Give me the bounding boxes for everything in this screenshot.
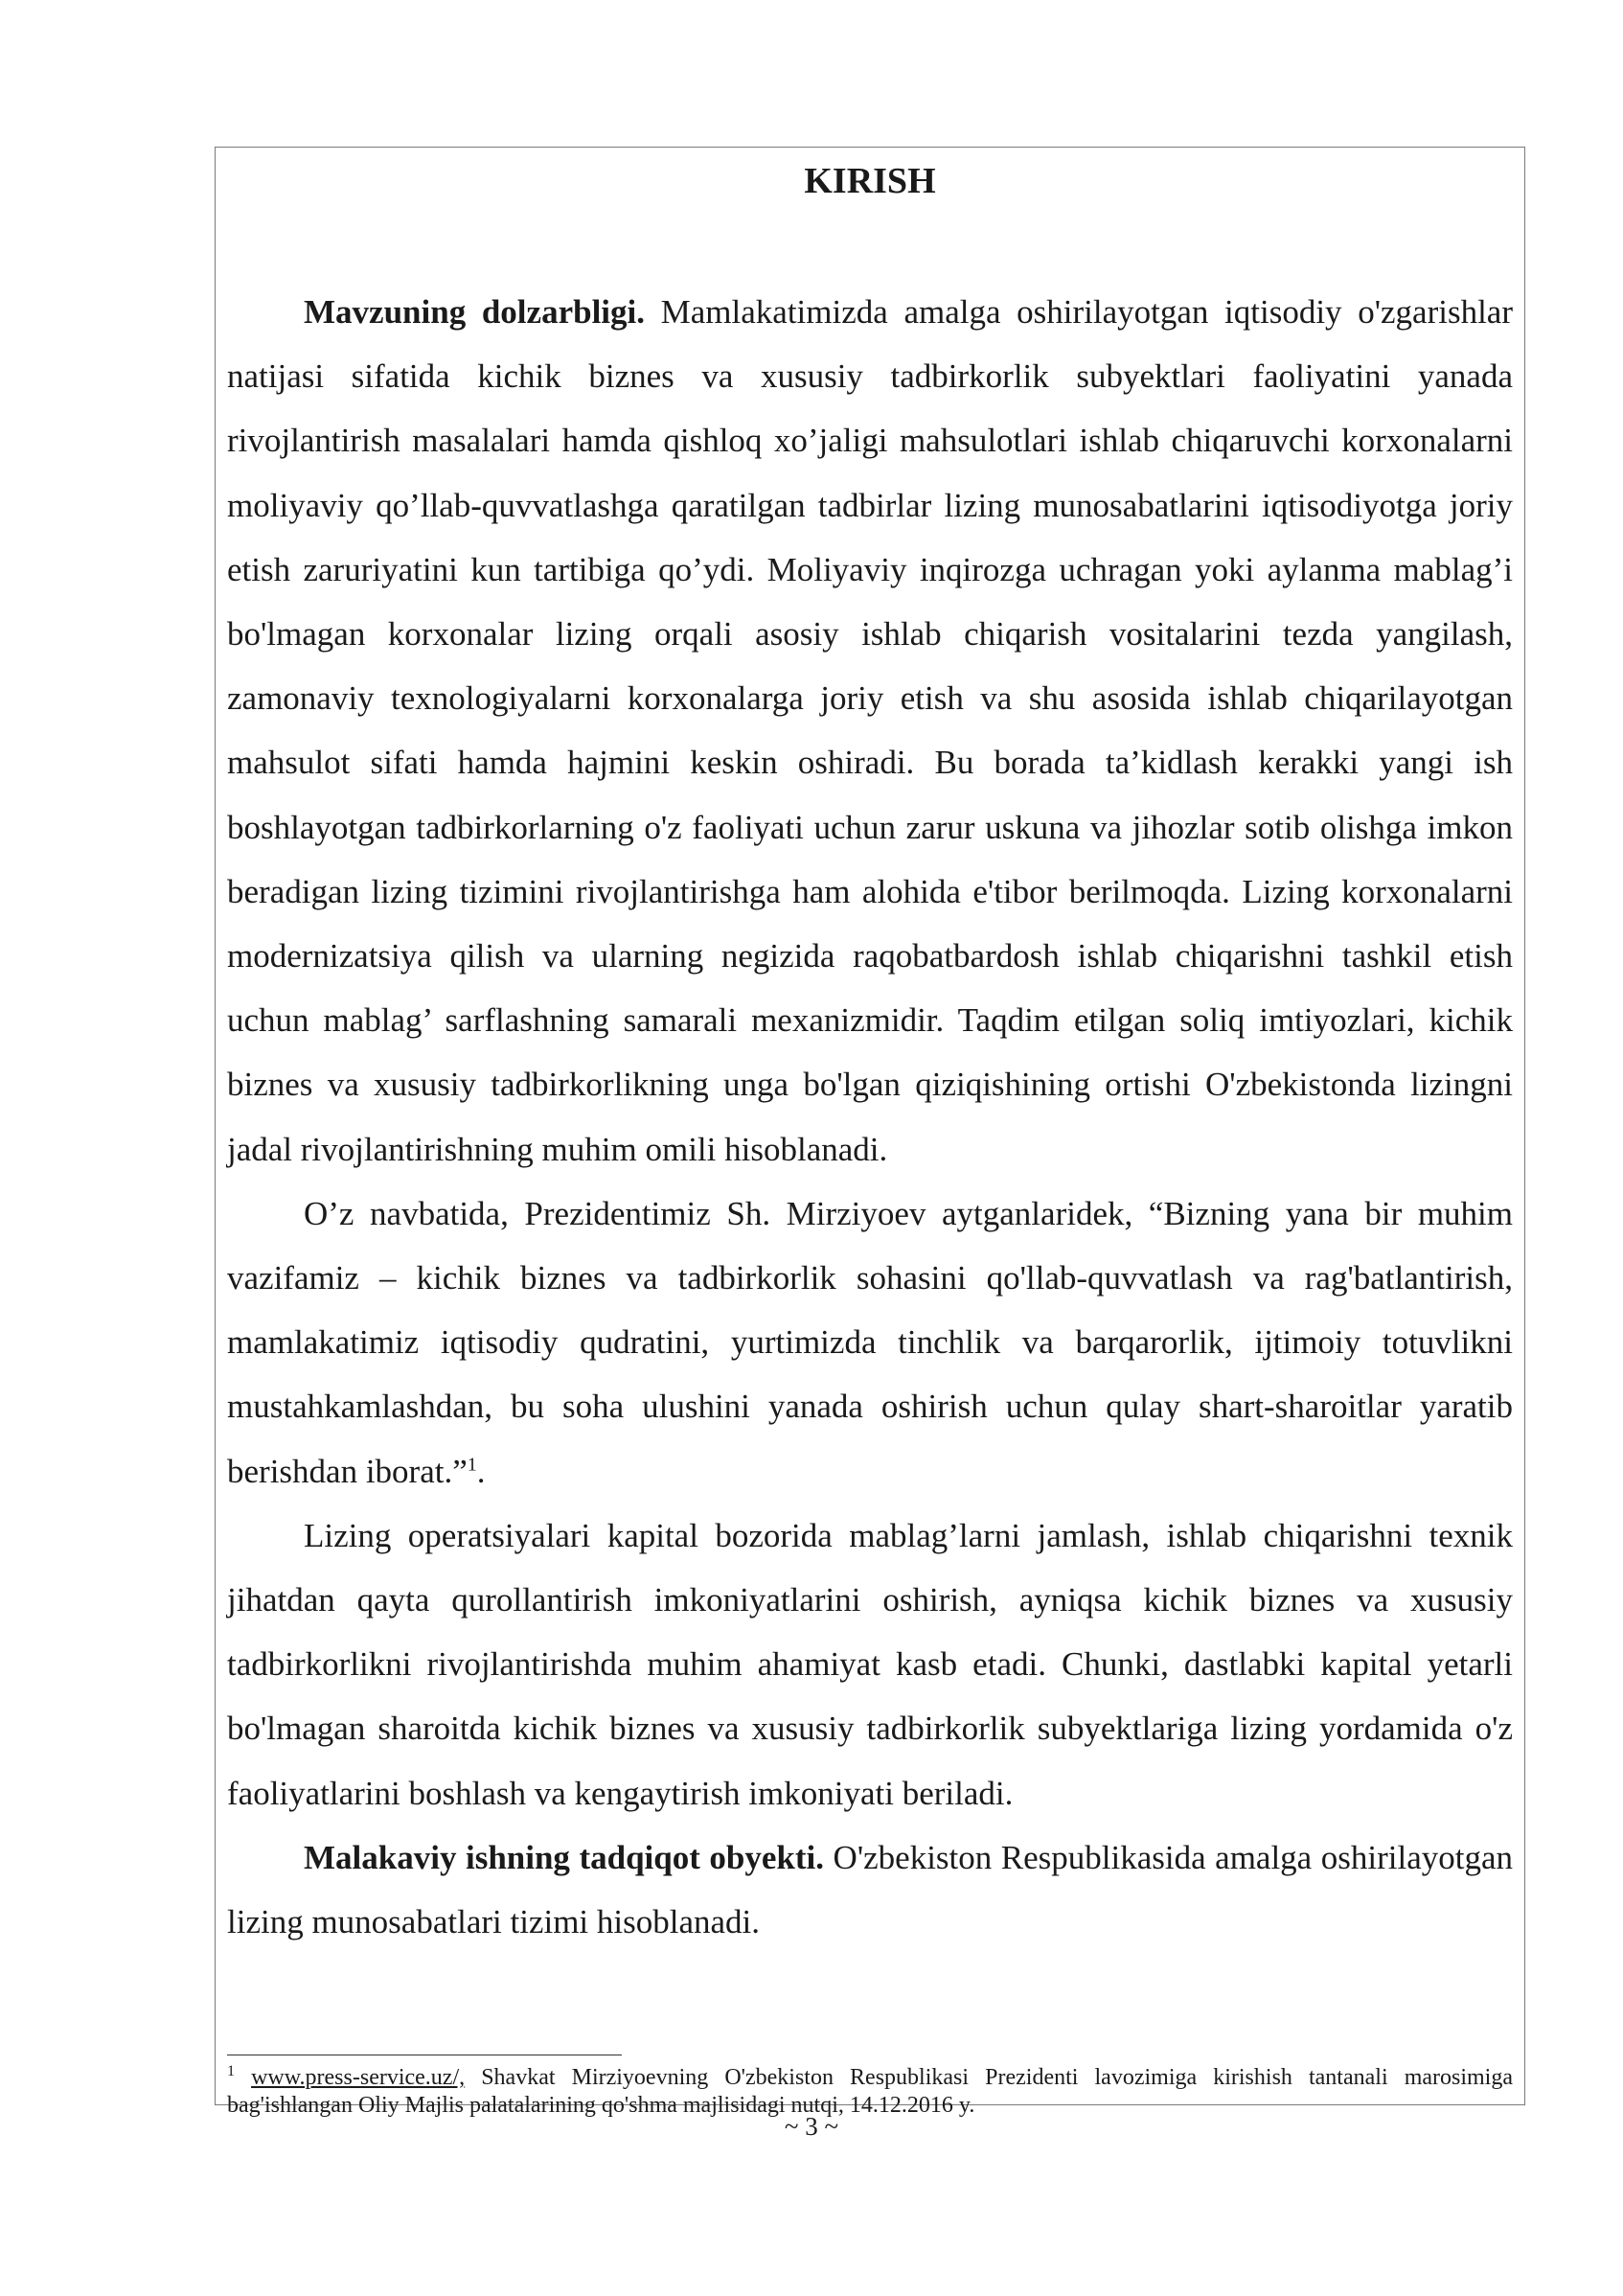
paragraph-relevance-heading: Mavzuning dolzarbligi. [304,293,645,331]
paragraph-relevance [227,280,1513,1182]
paragraph-research-object-heading: Malakaviy ishning tadqiqot obyekti. [304,1838,825,1876]
paragraph-leasing-operations-text: Lizing operatsiyalari kapital bozorida mablag’larni jamlash, ishlab chiqarishni texnik jihatdan qayta qurollantirish imkoniyatlarini oshirish, ayniqsa kichik biznes va xususiy tadbirkorlikni rivojlantirishda muhim ahamiyat kasb etadi. Chunki, dastlabki kapital yetarli bo'lmagan sharoitda kichik biznes va xususiy tadbirkorlik subyektlariga lizing yordamida o'z faoliyatlarini boshlash va kengaytirish imkoniyati beriladi. [227,1516,1513,1812]
paragraph-leasing-operations [227,1504,1513,1825]
section-title: KIRISH [804,161,936,201]
paragraph-president-quote-text: O’z navbatida, Prezidentimiz Sh. Mirziyoev aytganlaridek, “Bizning yana bir muhim vazifamiz – kichik biznes va tadbirkorlik sohasini qo'llab-quvvatlash va rag'batlantirish, mamlakatimiz iqtisodiy qudratini, yurtimizda tinchlik va barqarorlik, ijtimoiy totuvlikni mustahkamlashdan, bu soha ulushini yanada oshirish uchun qulay shart-sharoitlar yaratib berishdan iborat.” [227,1194,1513,1490]
paragraph-president-quote-end: . [476,1452,486,1490]
footnote-number: 1 [227,2063,235,2079]
footnote-link[interactable]: www.press-service.uz/, [251,2065,466,2090]
paragraph-relevance-text: Mamlakatimizda amalga oshirilayotgan iqtisodiy o'zgarishlar natijasi sifatida kichik biznes va xususiy tadbirkorlik subyektlari faoliyatini yanada rivojlantirish masalalari hamda qishloq xo’jaligi mahsulotlari ishlab chiqaruvchi korxonalarni moliyaviy qo’llab-quvvatlashga qaratilgan tadbirlar lizing munosabatlarini iqtisodiyotga joriy etish zaruriyatini kun tartibiga qo’ydi. Moliyaviy inqirozga uchragan yoki aylanma mablag’i bo'lmagan korxonalar lizing orqali asosiy ishlab chiqarish vositalarini tezda yangilash, zamonaviy texnologiyalarni korxonalarga joriy etish va shu asosida ishlab chiqarilayotgan mahsulot sifati hamda hajmini keskin oshiradi. Bu borada ta’kidlash kerakki yangi ish boshlayotgan tadbirkorlarning o'z faoliyati uchun zarur uskuna va jihozlar sotib olishga imkon beradigan lizing tizimini rivojlantirishga ham alohida e'tibor berilmoqda. Lizing korxonalarni modernizatsiya qilish va ularning negizida raqobatbardosh ishlab chiqarishni tashkil etish uchun mablag’ sarflashning samarali mexanizmidir. Taqdim etilgan soliq imtiyozlari, kichik biznes va xususiy tadbirkorlikning unga bo'lgan qiziqishining ortishi O'zbekistonda lizingni jadal rivojlantirishning muhim omili hisoblanadi. [227,293,1513,1168]
footnote-text: Shavkat Mirziyoevning O'zbekiston Respublikasi Prezidenti lavozimiga kirishish tantanali marosimiga bag'ishlangan Oliy Majlis palatalarining qo'shma majlisidagi nutqi, 14.12.2016 y. [227,2065,1514,2118]
page-frame [215,147,1525,2118]
paragraph-research-object [227,1825,1513,1954]
paragraph-research-object-text: O'zbekiston Respublikasida amalga oshirilayotgan lizing munosabatlari tizimi hisoblanadi. [227,1838,1513,1941]
footnote-reference[interactable]: 1 [467,1454,477,1475]
paragraph-president-quote [227,1182,1513,1504]
body-text [227,280,1513,1954]
page-number: ~ 3 ~ [784,2112,839,2141]
